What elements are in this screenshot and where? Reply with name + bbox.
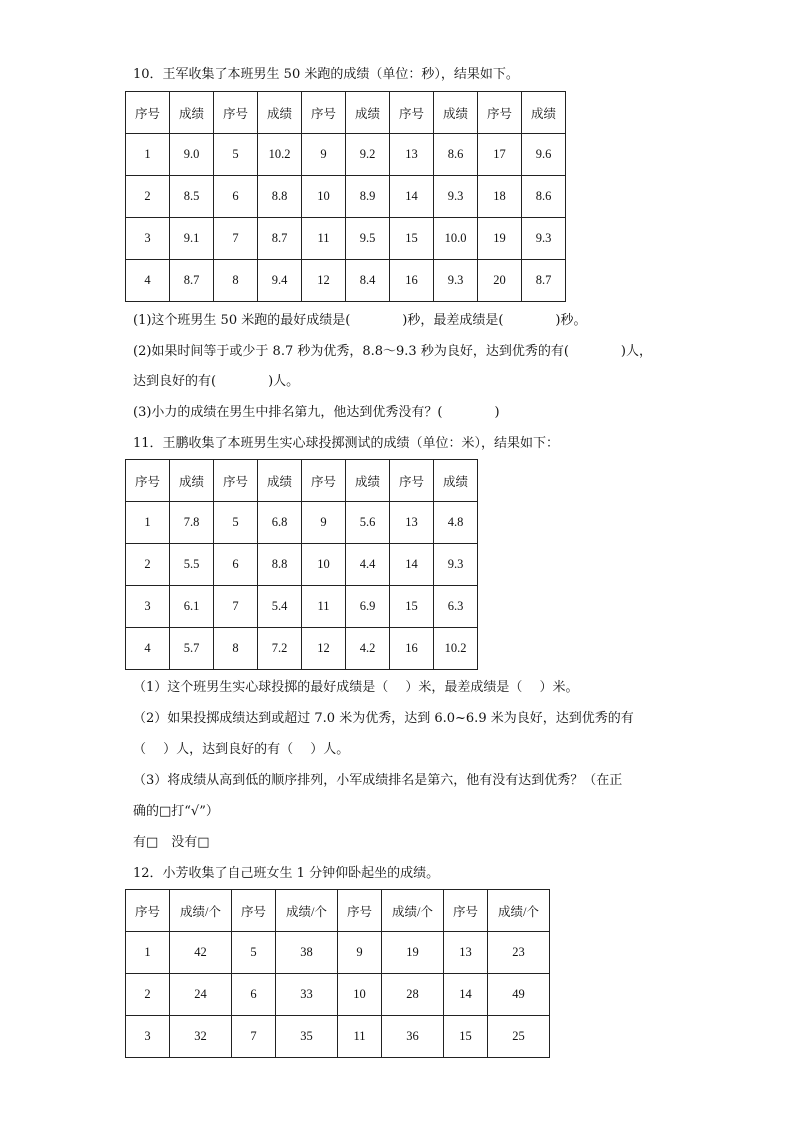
table-cell: 10.0 [434, 218, 478, 260]
table-cell: 14 [390, 176, 434, 218]
table-cell: 8.7 [258, 218, 302, 260]
table-cell: 8.6 [522, 176, 566, 218]
table-cell: 10 [338, 974, 382, 1016]
table-header-cell: 序号 [232, 890, 276, 932]
table-header-cell: 序号 [478, 92, 522, 134]
table-header-cell: 成绩 [258, 92, 302, 134]
table-header-cell: 序号 [302, 460, 346, 502]
table-cell: 8 [214, 628, 258, 670]
table-cell: 5 [232, 932, 276, 974]
table-cell: 14 [390, 544, 434, 586]
table-header-cell: 成绩 [434, 460, 478, 502]
table-row [126, 134, 566, 176]
table-cell: 1 [126, 932, 170, 974]
table-cell: 4.8 [434, 502, 478, 544]
table-cell: 49 [488, 974, 550, 1016]
q10-sub2b: 达到良好的有( )人。 [133, 374, 300, 389]
table-cell: 7 [214, 218, 258, 260]
q11-title: 11．王鹏收集了本班男生实心球投掷测试的成绩（单位：米），结果如下： [133, 436, 560, 451]
table-cell: 3 [126, 586, 170, 628]
table-header-cell: 序号 [302, 92, 346, 134]
table-cell: 14 [444, 974, 488, 1016]
table-cell: 9.5 [346, 218, 390, 260]
table-cell: 9 [302, 134, 346, 176]
table-cell: 20 [478, 260, 522, 302]
table-cell: 9.2 [346, 134, 390, 176]
table-cell: 4 [126, 260, 170, 302]
table-cell: 7.8 [170, 502, 214, 544]
table-cell: 23 [488, 932, 550, 974]
q10-table [125, 91, 566, 302]
table-cell: 19 [478, 218, 522, 260]
table-cell: 12 [302, 260, 346, 302]
table-cell: 11 [302, 586, 346, 628]
table-header-cell: 成绩 [346, 460, 390, 502]
table-row [126, 176, 566, 218]
table-header-cell: 成绩 [522, 92, 566, 134]
table-header-row [126, 92, 566, 134]
table-row [126, 932, 550, 974]
table-cell: 6 [214, 176, 258, 218]
table-cell: 35 [276, 1016, 338, 1058]
table-cell: 9.0 [170, 134, 214, 176]
table-cell: 16 [390, 628, 434, 670]
table-row [126, 218, 566, 260]
table-cell: 7.2 [258, 628, 302, 670]
table-header-cell: 序号 [338, 890, 382, 932]
table-cell: 8.8 [258, 176, 302, 218]
table-header-cell: 成绩 [170, 460, 214, 502]
table-header-cell: 成绩 [434, 92, 478, 134]
table-cell: 9.1 [170, 218, 214, 260]
table-cell: 13 [390, 502, 434, 544]
table-cell: 5.6 [346, 502, 390, 544]
table-header-cell: 序号 [444, 890, 488, 932]
table-cell: 6.1 [170, 586, 214, 628]
table-cell: 10.2 [434, 628, 478, 670]
table-header-cell: 序号 [126, 92, 170, 134]
table-cell: 42 [170, 932, 232, 974]
table-cell: 6.3 [434, 586, 478, 628]
table-cell: 6.8 [258, 502, 302, 544]
table-cell: 2 [126, 176, 170, 218]
table-header-cell: 序号 [390, 460, 434, 502]
q10-title: 10．王军收集了本班男生 50 米跑的成绩（单位：秒），结果如下。 [133, 67, 519, 82]
table-row [126, 502, 478, 544]
table-cell: 13 [390, 134, 434, 176]
table-cell: 8.5 [170, 176, 214, 218]
table-cell: 5 [214, 134, 258, 176]
table-cell: 19 [382, 932, 444, 974]
q11-sub2a: （2）如果投掷成绩达到或超过 7.0 米为优秀，达到 6.0~6.9 米为良好，达到优秀的有 [133, 711, 634, 726]
table-cell: 5.4 [258, 586, 302, 628]
table-row [126, 544, 478, 586]
table-cell: 1 [126, 502, 170, 544]
table-header-cell: 成绩/个 [382, 890, 444, 932]
table-cell: 17 [478, 134, 522, 176]
table-header-cell: 序号 [126, 890, 170, 932]
table-cell: 8.4 [346, 260, 390, 302]
table-cell: 24 [170, 974, 232, 1016]
table-cell: 25 [488, 1016, 550, 1058]
table-cell: 8 [214, 260, 258, 302]
table-cell: 9.3 [434, 260, 478, 302]
table-cell: 5.5 [170, 544, 214, 586]
table-row [126, 974, 550, 1016]
table-header-cell: 成绩 [346, 92, 390, 134]
table-header-row [126, 890, 550, 932]
table-cell: 13 [444, 932, 488, 974]
table-cell: 4.2 [346, 628, 390, 670]
table-cell: 9.3 [434, 176, 478, 218]
table-header-cell: 成绩 [170, 92, 214, 134]
table-header-cell: 成绩/个 [276, 890, 338, 932]
table-cell: 7 [214, 586, 258, 628]
table-cell: 7 [232, 1016, 276, 1058]
q10-sub1: (1)这个班男生 50 米跑的最好成绩是( )秒，最差成绩是( )秒。 [133, 313, 587, 328]
table-cell: 5 [214, 502, 258, 544]
table-cell: 9 [338, 932, 382, 974]
q11-options: 有□ 没有□ [133, 835, 210, 850]
table-header-cell: 成绩/个 [488, 890, 550, 932]
table-cell: 9.3 [522, 218, 566, 260]
table-cell: 8.7 [522, 260, 566, 302]
table-cell: 3 [126, 1016, 170, 1058]
table-cell: 3 [126, 218, 170, 260]
table-header-cell: 序号 [214, 92, 258, 134]
table-cell: 6.9 [346, 586, 390, 628]
q11-sub3a: （3）将成绩从高到低的顺序排列，小军成绩排名是第六，他有没有达到优秀？（在正 [133, 773, 623, 788]
table-cell: 11 [302, 218, 346, 260]
table-header-cell: 成绩 [258, 460, 302, 502]
q12-title: 12．小芳收集了自己班女生 1 分钟仰卧起坐的成绩。 [133, 866, 440, 881]
table-row [126, 260, 566, 302]
table-cell: 16 [390, 260, 434, 302]
table-header-cell: 成绩/个 [170, 890, 232, 932]
table-cell: 8.9 [346, 176, 390, 218]
table-cell: 8.6 [434, 134, 478, 176]
table-cell: 5.7 [170, 628, 214, 670]
table-cell: 38 [276, 932, 338, 974]
table-cell: 15 [390, 218, 434, 260]
table-header-cell: 序号 [390, 92, 434, 134]
q12-table [125, 889, 550, 1058]
table-cell: 4.4 [346, 544, 390, 586]
q11-sub1: （1）这个班男生实心球投掷的最好成绩是（ ）米，最差成绩是（ ）米。 [133, 680, 579, 695]
table-cell: 18 [478, 176, 522, 218]
table-header-row [126, 460, 478, 502]
table-cell: 10.2 [258, 134, 302, 176]
table-cell: 2 [126, 544, 170, 586]
q10-sub2a: (2)如果时间等于或少于 8.7 秒为优秀，8.8～9.3 秒为良好，达到优秀的有( )人， [133, 344, 652, 359]
table-row [126, 586, 478, 628]
table-cell: 8.8 [258, 544, 302, 586]
table-cell: 12 [302, 628, 346, 670]
table-cell: 8.7 [170, 260, 214, 302]
table-cell: 32 [170, 1016, 232, 1058]
q11-table [125, 459, 478, 670]
table-cell: 10 [302, 544, 346, 586]
q11-sub3b: 确的□打“√”） [133, 804, 219, 819]
table-row [126, 1016, 550, 1058]
table-header-cell: 序号 [126, 460, 170, 502]
table-row [126, 628, 478, 670]
table-cell: 9 [302, 502, 346, 544]
table-cell: 33 [276, 974, 338, 1016]
table-cell: 1 [126, 134, 170, 176]
table-cell: 4 [126, 628, 170, 670]
table-cell: 6 [214, 544, 258, 586]
table-cell: 10 [302, 176, 346, 218]
table-cell: 15 [444, 1016, 488, 1058]
table-cell: 6 [232, 974, 276, 1016]
table-cell: 11 [338, 1016, 382, 1058]
table-cell: 9.3 [434, 544, 478, 586]
q10-sub3: (3)小力的成绩在男生中排名第九，他达到优秀没有？( ) [133, 405, 500, 420]
table-cell: 15 [390, 586, 434, 628]
q11-sub2b: （ ）人，达到良好的有（ ）人。 [133, 742, 350, 757]
table-cell: 36 [382, 1016, 444, 1058]
table-cell: 9.6 [522, 134, 566, 176]
table-cell: 2 [126, 974, 170, 1016]
table-cell: 28 [382, 974, 444, 1016]
table-header-cell: 序号 [214, 460, 258, 502]
table-cell: 9.4 [258, 260, 302, 302]
